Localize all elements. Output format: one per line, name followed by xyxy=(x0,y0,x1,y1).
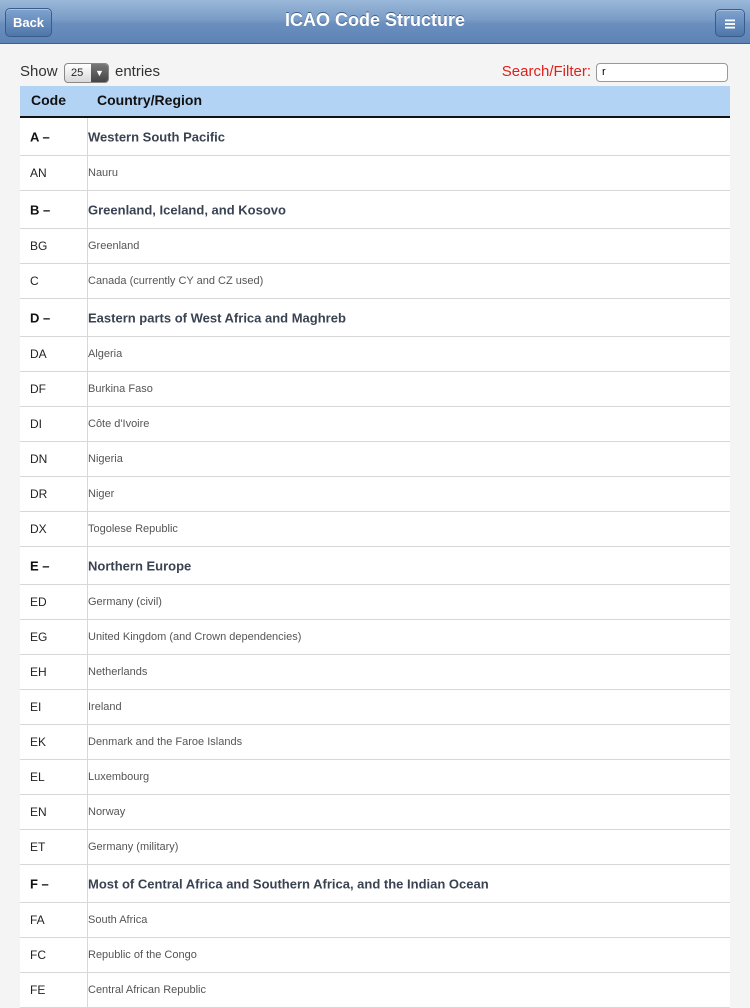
group-header-row xyxy=(20,547,730,585)
country-region-cell: Central African Republic xyxy=(88,984,207,996)
code-text: DX xyxy=(30,522,47,536)
country-region-cell: Netherlands xyxy=(88,666,148,678)
country-region-cell: Luxembourg xyxy=(88,771,150,783)
code-text: DR xyxy=(30,487,48,501)
country-region-cell: Germany (military) xyxy=(88,841,179,853)
chevron-down-icon: ▼ xyxy=(91,64,108,82)
page-title: ICAO Code Structure xyxy=(284,10,466,30)
country-region-cell: Norway xyxy=(88,806,126,818)
code-text: FE xyxy=(30,983,46,997)
table-row xyxy=(20,372,730,407)
code-cell xyxy=(20,973,88,1007)
code-text: EK xyxy=(30,735,47,749)
country-region-cell: United Kingdom (and Crown dependencies) xyxy=(88,631,302,643)
table-row xyxy=(20,229,730,264)
country-region-cell: South Africa xyxy=(88,914,148,926)
code-text: ET xyxy=(30,840,46,854)
table-row xyxy=(20,903,730,938)
country-region-cell: Canada (currently CY and CZ used) xyxy=(88,275,264,287)
table-row xyxy=(20,938,730,973)
code-text: ED xyxy=(30,595,47,609)
country-region-cell: Northern Europe xyxy=(88,558,192,573)
table-controls xyxy=(20,60,730,86)
code-text: FC xyxy=(30,948,46,962)
country-region-cell: Germany (civil) xyxy=(88,596,162,608)
table-row xyxy=(20,725,730,760)
search-input[interactable] xyxy=(596,63,728,82)
code-cell xyxy=(20,512,88,546)
table-row xyxy=(20,337,730,372)
back-button[interactable]: Back xyxy=(5,8,52,37)
country-region-cell: Republic of the Congo xyxy=(88,949,197,961)
code-cell xyxy=(20,264,88,298)
code-cell xyxy=(20,725,88,759)
code-text: DF xyxy=(30,382,46,396)
country-region-cell: Nigeria xyxy=(88,453,123,465)
code-text: EI xyxy=(30,700,42,714)
code-text: DA xyxy=(30,347,47,361)
code-text: AN xyxy=(30,166,47,180)
table-row xyxy=(20,830,730,865)
entries-label: entries xyxy=(115,63,161,80)
show-label: Show xyxy=(20,63,58,80)
column-header-code[interactable]: Code xyxy=(31,92,66,108)
table-row xyxy=(20,760,730,795)
table-row xyxy=(20,156,730,191)
code-cell xyxy=(20,547,88,584)
code-text: BG xyxy=(30,239,48,253)
code-text: E – xyxy=(30,558,50,573)
code-cell xyxy=(20,655,88,689)
code-text: EN xyxy=(30,805,47,819)
group-header-row xyxy=(20,865,730,903)
table-row xyxy=(20,655,730,690)
code-text: C xyxy=(30,274,39,288)
navigation-bar xyxy=(0,0,750,44)
code-cell xyxy=(20,830,88,864)
code-cell xyxy=(20,795,88,829)
code-cell xyxy=(20,442,88,476)
code-text: F – xyxy=(30,876,49,891)
table-row xyxy=(20,264,730,299)
code-text: EH xyxy=(30,665,47,679)
code-text: EG xyxy=(30,630,48,644)
country-region-cell: Nauru xyxy=(88,167,118,179)
code-cell xyxy=(20,903,88,937)
table-row xyxy=(20,512,730,547)
code-cell xyxy=(20,477,88,511)
code-cell xyxy=(20,229,88,263)
code-cell xyxy=(20,690,88,724)
code-text: DN xyxy=(30,452,48,466)
table-body xyxy=(20,118,730,1008)
country-region-cell: Côte d'Ivoire xyxy=(88,418,150,430)
search-label: Search/Filter: xyxy=(501,63,591,80)
page-size-value: 25 xyxy=(71,67,84,79)
column-header-country[interactable]: Country/Region xyxy=(97,92,202,108)
menu-icon xyxy=(724,18,736,30)
icao-table xyxy=(20,86,730,1008)
table-row xyxy=(20,442,730,477)
country-region-cell: Algeria xyxy=(88,348,123,360)
country-region-cell: Niger xyxy=(88,488,115,500)
country-region-cell: Denmark and the Faroe Islands xyxy=(88,736,243,748)
code-cell xyxy=(20,407,88,441)
code-cell xyxy=(20,337,88,371)
country-region-cell: Togolese Republic xyxy=(88,523,178,535)
table-row xyxy=(20,690,730,725)
code-cell xyxy=(20,585,88,619)
code-cell xyxy=(20,865,88,902)
country-region-cell: Most of Central Africa and Southern Africa, and the Indian Ocean xyxy=(88,876,489,891)
table-row xyxy=(20,477,730,512)
code-text: D – xyxy=(30,310,51,325)
code-text: FA xyxy=(30,913,45,927)
country-region-cell: Western South Pacific xyxy=(88,129,226,144)
country-region-cell: Greenland xyxy=(88,240,140,252)
group-header-row xyxy=(20,118,730,156)
country-region-cell: Greenland, Iceland, and Kosovo xyxy=(88,202,286,217)
code-text: DI xyxy=(30,417,42,431)
table-row xyxy=(20,795,730,830)
code-cell xyxy=(20,299,88,336)
code-cell xyxy=(20,118,88,155)
table-header xyxy=(20,86,730,118)
code-text: A – xyxy=(30,129,50,144)
code-cell xyxy=(20,372,88,406)
code-cell xyxy=(20,156,88,190)
code-cell xyxy=(20,191,88,228)
table-row xyxy=(20,620,730,655)
code-cell xyxy=(20,938,88,972)
country-region-cell: Ireland xyxy=(88,701,122,713)
menu-button[interactable] xyxy=(715,9,745,37)
group-header-row xyxy=(20,191,730,229)
table-row xyxy=(20,585,730,620)
code-text: B – xyxy=(30,202,51,217)
table-row xyxy=(20,973,730,1008)
code-cell xyxy=(20,760,88,794)
code-cell xyxy=(20,620,88,654)
page-size-select[interactable] xyxy=(64,63,109,83)
group-header-row xyxy=(20,299,730,337)
country-region-cell: Eastern parts of West Africa and Maghreb xyxy=(88,310,346,325)
country-region-cell: Burkina Faso xyxy=(88,383,153,395)
code-text: EL xyxy=(30,770,45,784)
table-row xyxy=(20,407,730,442)
